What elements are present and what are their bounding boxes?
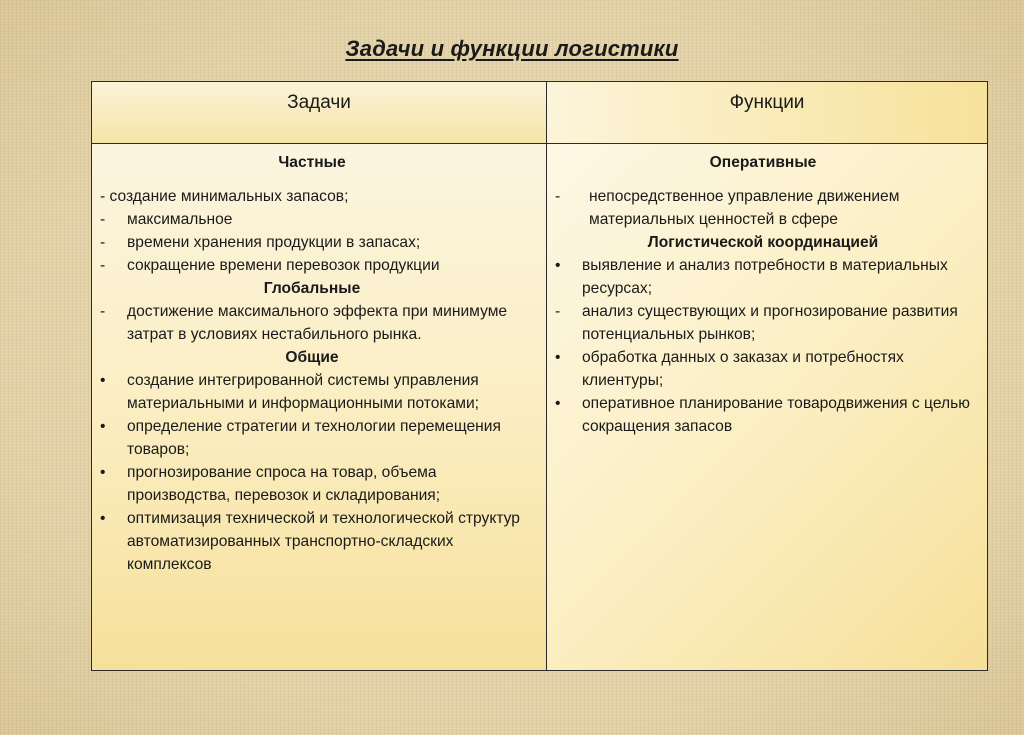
tasks-column (92, 82, 547, 670)
functions-column (547, 82, 987, 670)
list-item: • определение стратегии и технологии перемещения товаров; (100, 418, 501, 458)
tasks-content (92, 151, 532, 576)
functions-body (547, 144, 987, 670)
section-heading-general: Общие (285, 349, 339, 366)
list-item: • выявление и анализ потребности в материальных ресурсах; (555, 257, 948, 297)
general-tasks-list (92, 369, 532, 576)
coordination-functions-list (547, 254, 979, 438)
section-heading-private: Частные (278, 154, 346, 171)
section-heading-coordination: Логистической координацией (647, 234, 879, 251)
list-item: - непосредственное управление движением материальных ценностей в сфере (555, 188, 900, 228)
global-tasks-list (92, 300, 532, 346)
section-heading-operative: Оперативные (709, 154, 817, 171)
list-item: • прогнозирование спроса на товар, объема производства, перевозок и складирования; (100, 464, 441, 504)
list-item: • оптимизация технической и технологической структур автоматизированных транспортно-складских комплексов (100, 510, 520, 573)
private-tasks-list (92, 208, 532, 277)
functions-header: Функции (547, 82, 987, 144)
tasks-body (92, 144, 546, 670)
list-item: - сокращение времени перевозок продукции (100, 257, 440, 274)
list-item: - достижение максимального эффекта при минимуме затрат в условиях нестабильного рынка. (100, 303, 508, 343)
section-heading-global: Глобальные (263, 280, 361, 297)
list-item: • создание интегрированной системы управления материальными и информационными потоками; (100, 372, 480, 412)
list-item: • оперативное планирование товародвижения с целью сокращения запасов (555, 395, 970, 435)
list-item: - максимальное (100, 211, 233, 228)
operative-functions-list (547, 185, 979, 231)
list-item: - анализ существующих и прогнозирование развития потенциальных рынков; (555, 303, 958, 343)
functions-content (547, 151, 979, 438)
tasks-header: Задачи (92, 82, 546, 144)
list-item: - времени хранения продукции в запасах; (100, 234, 421, 251)
page-title: Задачи и функции логистики (345, 36, 679, 61)
list-item: • обработка данных о заказах и потребностях клиентуры; (555, 349, 904, 389)
tasks-functions-table (91, 81, 988, 671)
list-item: - создание минимальных запасов; (100, 188, 349, 205)
